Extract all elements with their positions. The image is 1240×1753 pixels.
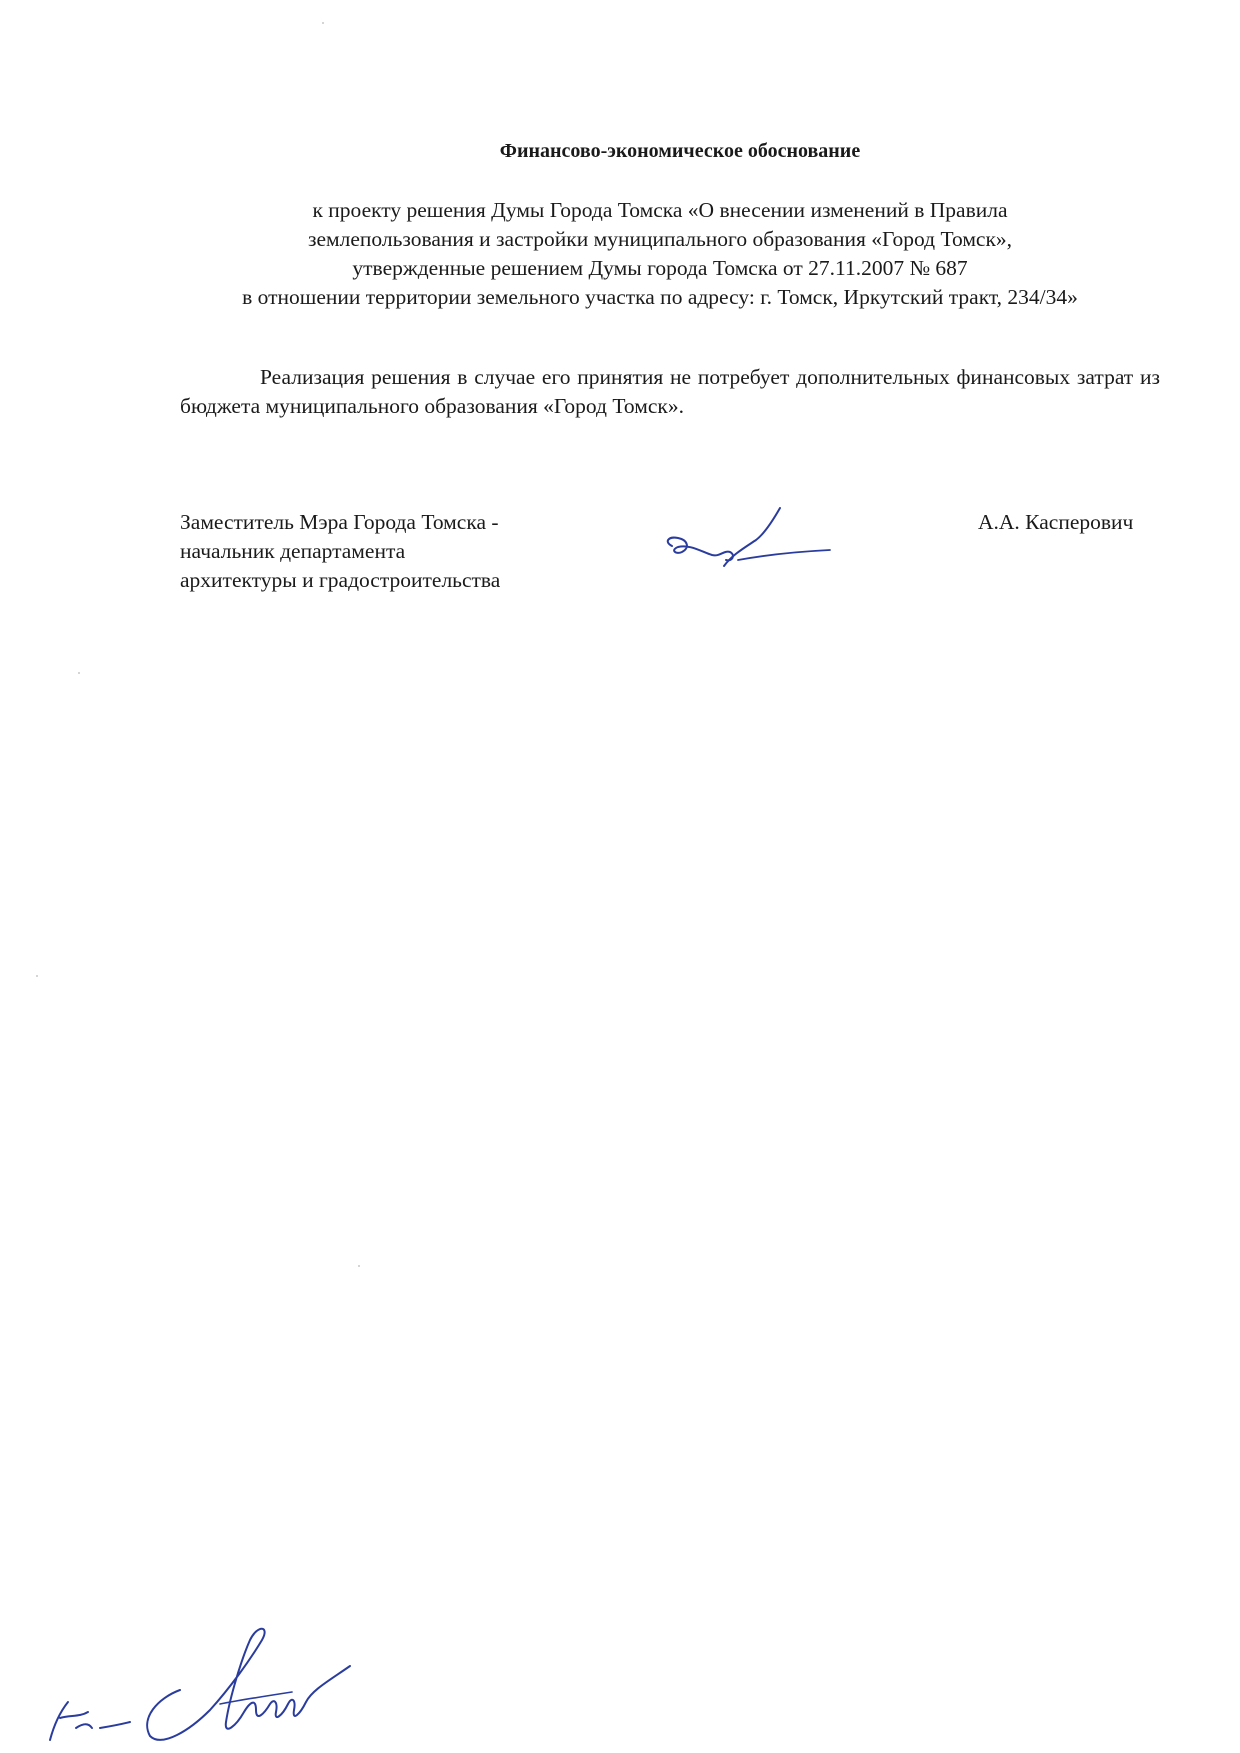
position-line: Заместитель Мэра Города Томска - bbox=[180, 510, 499, 534]
document-body: Реализация решения в случае его принятия не потребует дополнительных финансовых затрат из бюджета муниципального образования «Город Томск». bbox=[180, 365, 1160, 418]
subject-line: к проекту решения Думы Города Томска «О внесении изменений в Правила bbox=[312, 198, 1008, 222]
subject-line: землепользования и застройки муниципального образования «Город Томск», bbox=[307, 227, 1013, 251]
position-line: начальник департамента bbox=[180, 539, 406, 563]
signatory-position bbox=[180, 508, 500, 595]
document-subject bbox=[180, 196, 1140, 312]
scan-speck bbox=[36, 975, 38, 977]
document-title: Финансово-экономическое обоснование bbox=[499, 140, 861, 162]
subject-line: утвержденные решением Думы города Томска от 27.11.2007 № 687 bbox=[352, 256, 968, 280]
position-line: архитектуры и градостроительства bbox=[180, 568, 501, 592]
signature-bottom-icon bbox=[30, 1600, 360, 1750]
scan-speck bbox=[78, 672, 80, 674]
signatory-name: А.А. Касперович bbox=[978, 510, 1134, 534]
subject-line: в отношении территории земельного участка по адресу: г. Томск, Иркутский тракт, 234/34» bbox=[242, 285, 1078, 309]
signature-main-icon bbox=[660, 500, 840, 595]
scan-speck bbox=[322, 22, 324, 24]
scan-speck bbox=[358, 1265, 360, 1267]
